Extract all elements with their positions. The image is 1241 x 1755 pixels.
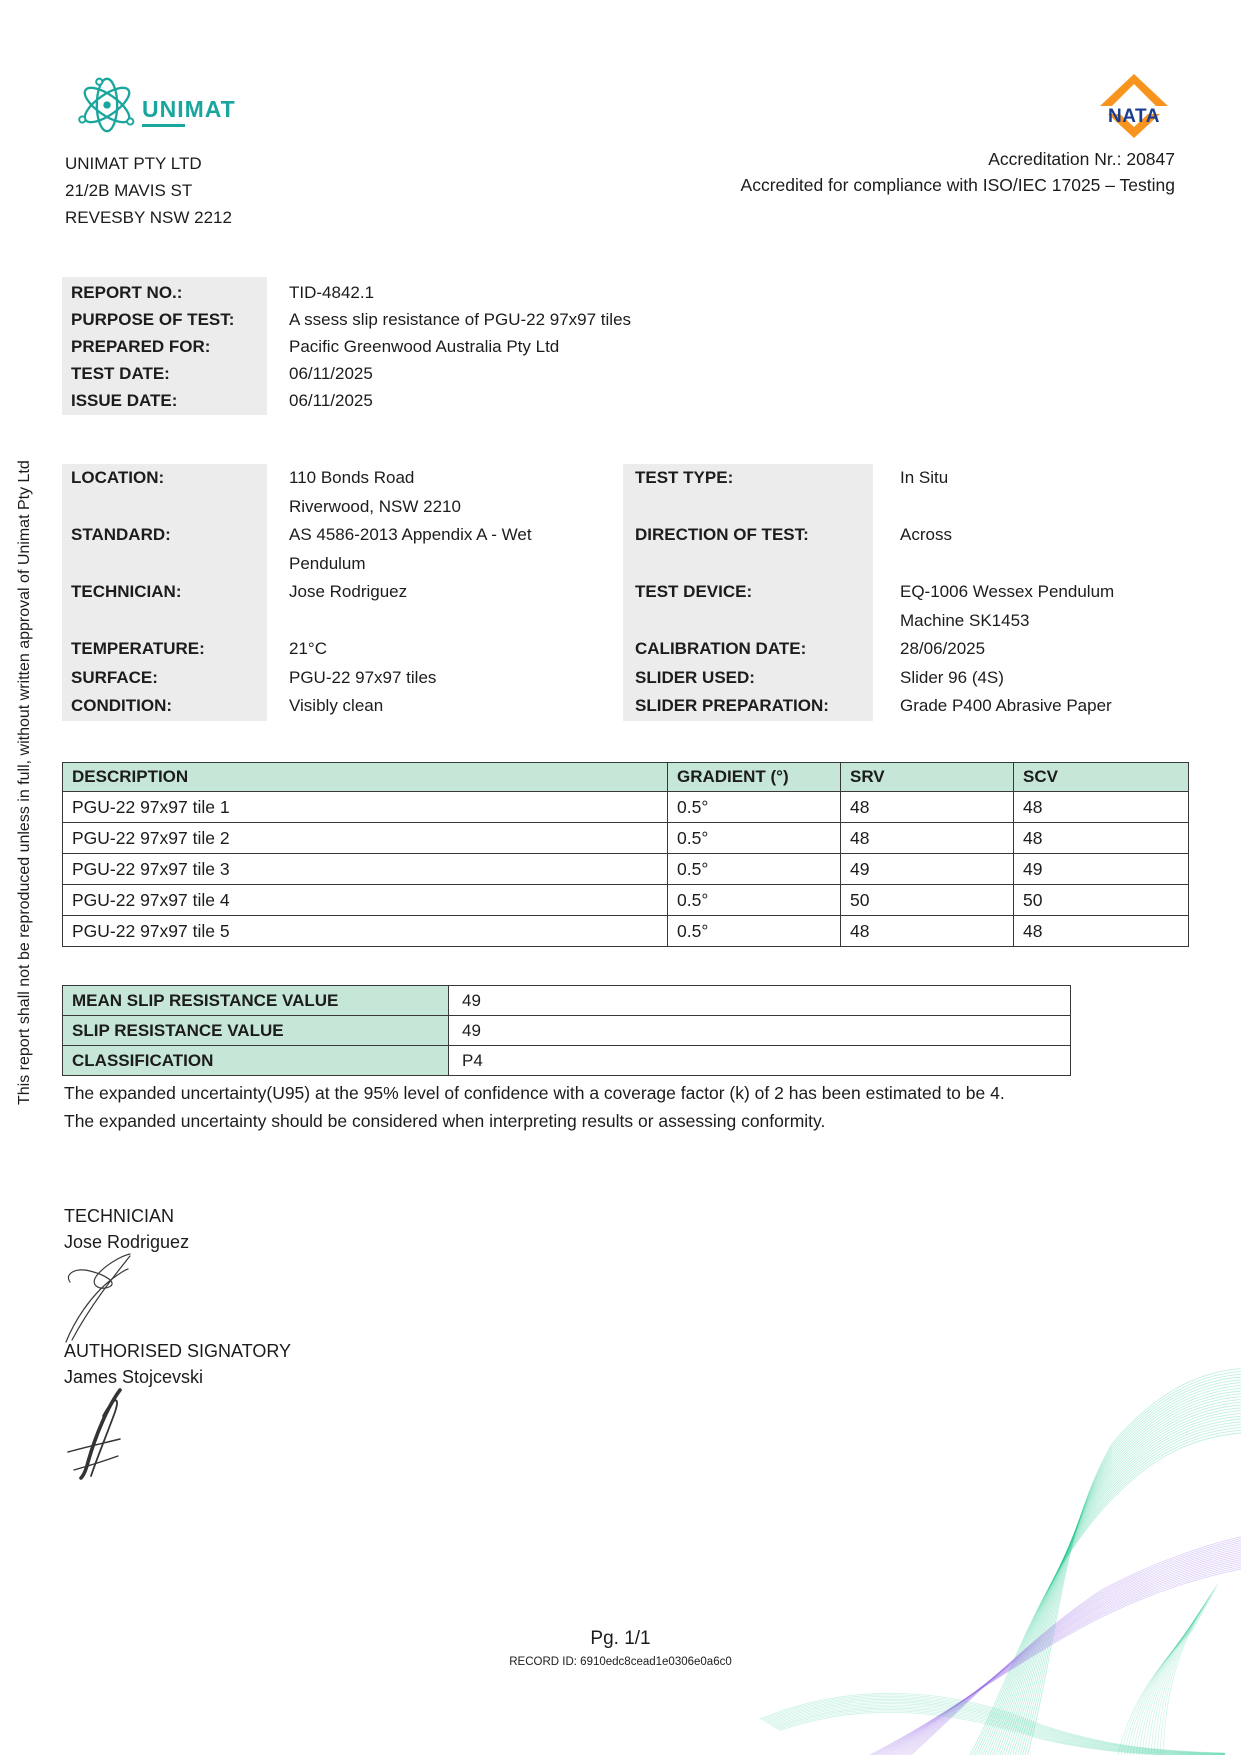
field-value: 06/11/2025	[289, 391, 373, 410]
test-info-row	[62, 578, 622, 607]
field-value: PGU-22 97x97 tiles	[289, 667, 437, 687]
test-info-row	[623, 692, 1163, 721]
test-info-right-section	[623, 464, 1163, 721]
test-info-row	[623, 550, 1163, 579]
field-label: TEST TYPE:	[635, 468, 734, 487]
address-line-2: 21/2B MAVIS ST	[65, 181, 193, 200]
test-info-row	[62, 550, 622, 579]
field-label: STANDARD:	[71, 525, 171, 544]
test-info-row	[623, 578, 1163, 607]
cell-srv: 50	[841, 885, 1014, 916]
field-label: ISSUE DATE:	[71, 391, 178, 410]
field-value: In Situ	[900, 468, 949, 487]
field-label	[623, 493, 873, 522]
cell-scv: 48	[1014, 823, 1189, 854]
table-row	[63, 885, 1189, 916]
cell-description: PGU-22 97x97 tile 5	[63, 916, 668, 947]
cell-description: PGU-22 97x97 tile 2	[63, 823, 668, 854]
field-value: EQ-1006 Wessex Pendulum	[900, 582, 1115, 601]
field-value: TID-4842.1	[289, 283, 375, 302]
field-value: Jose Rodriguez	[289, 582, 408, 601]
test-info-row	[623, 635, 1163, 664]
cell-gradient: 0.5°	[668, 792, 841, 823]
test-info-row	[62, 635, 622, 664]
field-label: SLIDER USED:	[635, 667, 755, 687]
field-value: 06/11/2025	[289, 364, 373, 383]
report-info-row	[62, 387, 1062, 414]
test-info-left-section	[62, 464, 622, 721]
signatory-signature	[58, 1386, 168, 1481]
field-label	[62, 550, 267, 579]
cell-srv: 48	[841, 916, 1014, 947]
test-info-row	[623, 493, 1163, 522]
summary-label: SLIP RESISTANCE VALUE	[63, 1016, 449, 1046]
test-info-row	[62, 521, 622, 550]
cell-description: PGU-22 97x97 tile 4	[63, 885, 668, 916]
field-value: Across	[900, 525, 952, 544]
nata-logo-text: NATA	[1108, 106, 1160, 127]
results-header-row	[63, 763, 1189, 792]
summary-label: CLASSIFICATION	[63, 1046, 449, 1076]
cell-gradient: 0.5°	[668, 854, 841, 885]
wave-decoration	[720, 1285, 1241, 1755]
cell-scv: 48	[1014, 916, 1189, 947]
report-info-section	[62, 279, 1062, 414]
cell-gradient: 0.5°	[668, 885, 841, 916]
field-value: Machine SK1453	[900, 610, 1030, 630]
cell-srv: 48	[841, 823, 1014, 854]
nata-logo-icon	[1098, 74, 1170, 146]
field-value: Pendulum	[289, 553, 366, 573]
test-info-row	[623, 521, 1163, 550]
report-info-row	[62, 306, 1062, 333]
cell-gradient: 0.5°	[668, 916, 841, 947]
test-info-row	[62, 664, 622, 693]
field-label: SLIDER PREPARATION:	[635, 696, 829, 715]
field-label: DIRECTION OF TEST:	[635, 525, 809, 544]
cell-scv: 50	[1014, 885, 1189, 916]
accreditation-compliance: Accredited for compliance with ISO/IEC 17025 – Testing	[740, 175, 1175, 195]
test-info-row	[623, 464, 1163, 493]
col-header-description: DESCRIPTION	[63, 763, 668, 792]
field-label: TEST DEVICE:	[635, 582, 753, 601]
cell-srv: 49	[841, 854, 1014, 885]
table-row	[63, 916, 1189, 947]
field-label: TEMPERATURE:	[71, 639, 205, 658]
field-value: AS 4586-2013 Appendix A - Wet	[289, 525, 532, 544]
report-info-row	[62, 333, 1062, 360]
summary-row	[63, 1016, 1071, 1046]
field-label	[623, 550, 873, 579]
summary-row	[63, 986, 1071, 1016]
field-value: Slider 96 (4S)	[900, 667, 1004, 687]
field-label: TECHNICIAN:	[71, 582, 182, 601]
cell-gradient: 0.5°	[668, 823, 841, 854]
cell-scv: 48	[1014, 792, 1189, 823]
accreditation-block	[741, 146, 1175, 198]
address-line-3: REVESBY NSW 2212	[65, 208, 232, 227]
table-row	[63, 792, 1189, 823]
col-header-scv: SCV	[1014, 763, 1189, 792]
test-info-row	[623, 607, 1163, 636]
record-id: RECORD ID: 6910edc8cead1e0306e0a6c0	[509, 1656, 732, 1668]
field-label: SURFACE:	[71, 667, 158, 687]
field-value	[267, 607, 622, 636]
test-info-row	[62, 493, 622, 522]
technician-heading: TECHNICIAN	[64, 1206, 175, 1226]
test-info-row	[62, 607, 622, 636]
wordmark-underlined: UNI	[142, 96, 185, 127]
field-value: A ssess slip resistance of PGU-22 97x97 tiles	[289, 310, 632, 329]
col-header-gradient: GRADIENT (°)	[668, 763, 841, 792]
field-value	[873, 493, 1163, 522]
table-row	[63, 823, 1189, 854]
summary-row	[63, 1046, 1071, 1076]
field-label: CONDITION:	[71, 696, 173, 715]
uncertainty-note: The expanded uncertainty(U95) at the 95% level of confidence with a coverage factor (k) of 2 has been estimated to be 4. The expanded uncertainty should be considered when interpreting results or assessing conformity.	[64, 1083, 1005, 1131]
cell-srv: 48	[841, 792, 1014, 823]
field-label: PREPARED FOR:	[71, 337, 211, 356]
signatory-heading: AUTHORISED SIGNATORY	[64, 1341, 292, 1361]
field-value: 110 Bonds Road	[289, 468, 415, 487]
test-info-row	[623, 664, 1163, 693]
summary-value: 49	[449, 1016, 1071, 1046]
table-row	[63, 854, 1189, 885]
unimat-wordmark	[142, 96, 236, 123]
field-value: Visibly clean	[289, 696, 384, 715]
summary-table	[62, 985, 1071, 1076]
wordmark-rest: MAT	[184, 96, 236, 122]
field-value: 28/06/2025	[900, 639, 986, 658]
field-label	[62, 493, 267, 522]
cell-scv: 49	[1014, 854, 1189, 885]
field-label: CALIBRATION DATE:	[635, 639, 807, 658]
summary-value: P4	[449, 1046, 1071, 1076]
results-table	[62, 762, 1189, 947]
unimat-atom-icon	[76, 72, 138, 138]
field-value: Grade P400 Abrasive Paper	[900, 696, 1112, 715]
field-value: Pacific Greenwood Australia Pty Ltd	[289, 337, 560, 356]
side-copy-note: This report shall not be reproduced unless in full, without written approval of Unimat Pty Ltd	[16, 460, 33, 1105]
technician-name: Jose Rodriguez	[64, 1232, 190, 1252]
field-value: Riverwood, NSW 2210	[289, 496, 461, 516]
test-info-row	[62, 464, 622, 493]
field-label	[62, 607, 267, 636]
summary-label: MEAN SLIP RESISTANCE VALUE	[63, 986, 449, 1016]
test-info-row	[62, 692, 622, 721]
page-number: Pg. 1/1	[590, 1628, 651, 1649]
field-label: LOCATION:	[71, 468, 165, 487]
field-label: REPORT NO.:	[71, 283, 183, 302]
cell-description: PGU-22 97x97 tile 3	[63, 854, 668, 885]
field-value	[873, 550, 1163, 579]
accreditation-number: Accreditation Nr.: 20847	[988, 149, 1175, 169]
report-info-row	[62, 279, 1062, 306]
company-address	[65, 150, 232, 231]
field-value: 21°C	[289, 639, 327, 658]
field-label: TEST DATE:	[71, 364, 170, 383]
field-label	[623, 607, 873, 636]
address-line-1: UNIMAT PTY LTD	[65, 154, 202, 173]
col-header-srv: SRV	[841, 763, 1014, 792]
field-label: PURPOSE OF TEST:	[71, 310, 235, 329]
summary-value: 49	[449, 986, 1071, 1016]
signatory-name: James Stojcevski	[64, 1367, 204, 1387]
technician-signature	[62, 1252, 232, 1344]
cell-description: PGU-22 97x97 tile 1	[63, 792, 668, 823]
report-info-row	[62, 360, 1062, 387]
